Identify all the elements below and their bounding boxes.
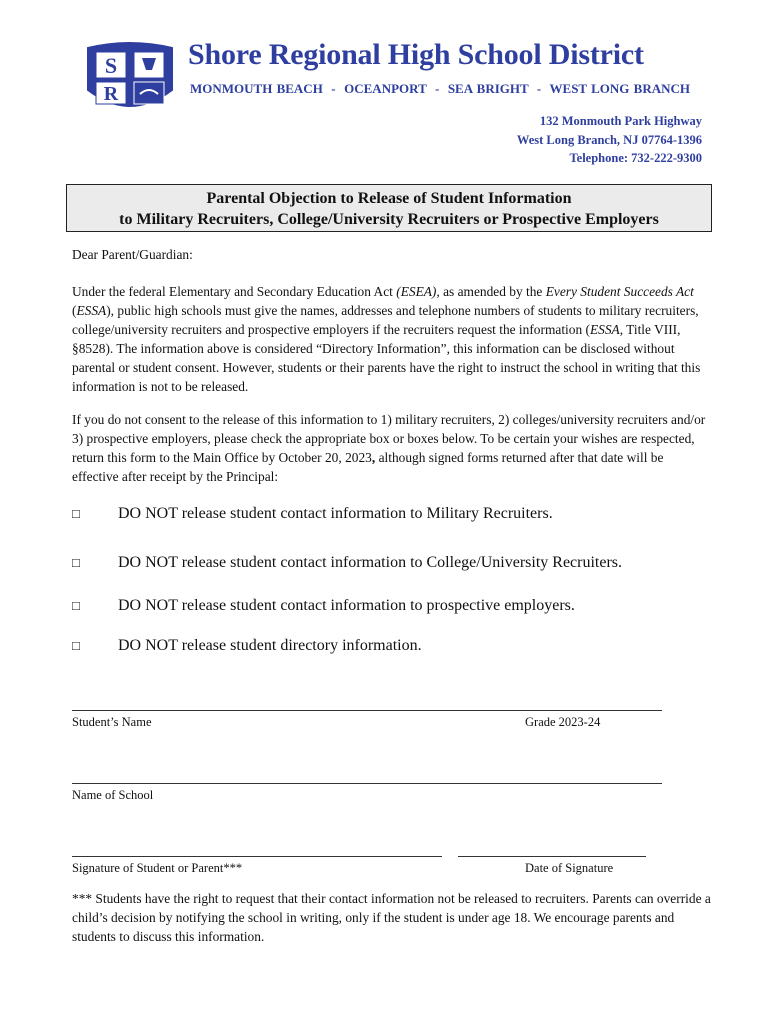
date-line[interactable] <box>458 856 646 857</box>
option-directory-label: DO NOT release student directory information. <box>118 637 422 654</box>
p1-text: ( <box>72 303 77 318</box>
p1-esea: (ESEA), <box>396 284 440 299</box>
p1-text: ), public high schools must give the names, addresses and telephone numbers of students to military recruiters, college/university recruiters and prospective employers if the recruiters request the information ( <box>72 303 699 337</box>
checkbox-military[interactable]: □ <box>72 506 80 521</box>
option-military-label: DO NOT release student contact information to Military Recruiters. <box>118 505 553 522</box>
form-title-line-1: Parental Objection to Release of Student Information <box>206 190 572 207</box>
p2-comma: , <box>371 450 376 465</box>
signature-line[interactable] <box>72 856 442 857</box>
paragraph-1 <box>72 282 712 396</box>
checkbox-directory[interactable]: □ <box>72 638 80 653</box>
p2-text: although signed forms returned after that date will be effective after receipt by the Principal: <box>72 450 664 484</box>
p1-text: , Title VIII, §8528). The information above is considered “Directory Information”, this information can be disclosed without parental or student consent. However, students or their parents have the right to instruct the school in writing that this information is not to be released. <box>72 322 701 394</box>
p1-text: Under the federal Elementary and Secondary Education Act <box>72 284 397 299</box>
option-directory[interactable] <box>72 637 422 655</box>
checkbox-college[interactable]: □ <box>72 555 80 570</box>
student-name-label: Student’s Name <box>72 715 152 729</box>
logo-letter-s: S <box>104 53 118 78</box>
footnote: *** Students have the right to request that their contact information not be released to recruiters. Parents can override a child’s decision by notifying the school in writing, only if the student is under age 18. We encourage parents and students to discuss this information. <box>72 891 711 944</box>
logo-letter-r: R <box>103 83 119 105</box>
greeting: Dear Parent/Guardian: <box>72 247 193 262</box>
school-name-line[interactable] <box>72 783 662 784</box>
paragraph-2 <box>72 410 712 486</box>
form-title-box <box>66 184 712 232</box>
option-employers[interactable] <box>72 597 575 615</box>
p1-essa-full: Every Student Succeeds Act <box>545 284 694 299</box>
address-line-2: West Long Branch, NJ 07764-1396 <box>516 133 702 147</box>
option-military[interactable] <box>72 505 553 523</box>
p1-essa: ESSA <box>76 303 107 318</box>
date-label: Date of Signature <box>525 861 614 875</box>
p2-text: If you do not consent to the release of this information to 1) military recruiters, 2) colleges/university recruiters and/or 3) prospective employers, please check the appropriate box or boxes below. To be certain your wishes are respected, return this form to the Main Office by October 20, 2023 <box>72 412 706 465</box>
student-name-line[interactable] <box>72 710 662 711</box>
form-title-line-2: to Military Recruiters, College/University Recruiters or Prospective Employers <box>119 211 659 228</box>
signature-label: Signature of Student or Parent*** <box>72 861 243 875</box>
address-line-1: 132 Monmouth Park Highway <box>539 114 702 128</box>
option-employers-label: DO NOT release student contact information to prospective employers. <box>118 597 575 614</box>
grade-label: Grade 2023-24 <box>525 715 601 729</box>
checkbox-employers[interactable]: □ <box>72 598 80 613</box>
p1-text: as amended by the <box>439 284 546 299</box>
school-logo <box>80 40 180 120</box>
option-college-label: DO NOT release student contact information to College/University Recruiters. <box>118 554 623 571</box>
district-towns: MONMOUTH BEACH - OCEANPORT - SEA BRIGHT - WEST LONG BRANCH <box>190 81 690 96</box>
school-name-label: Name of School <box>72 788 154 802</box>
telephone: Telephone: 732-222-9300 <box>569 151 702 165</box>
p1-essa: ESSA <box>589 322 620 337</box>
option-college[interactable] <box>72 554 622 572</box>
district-title: Shore Regional High School District <box>188 38 644 71</box>
